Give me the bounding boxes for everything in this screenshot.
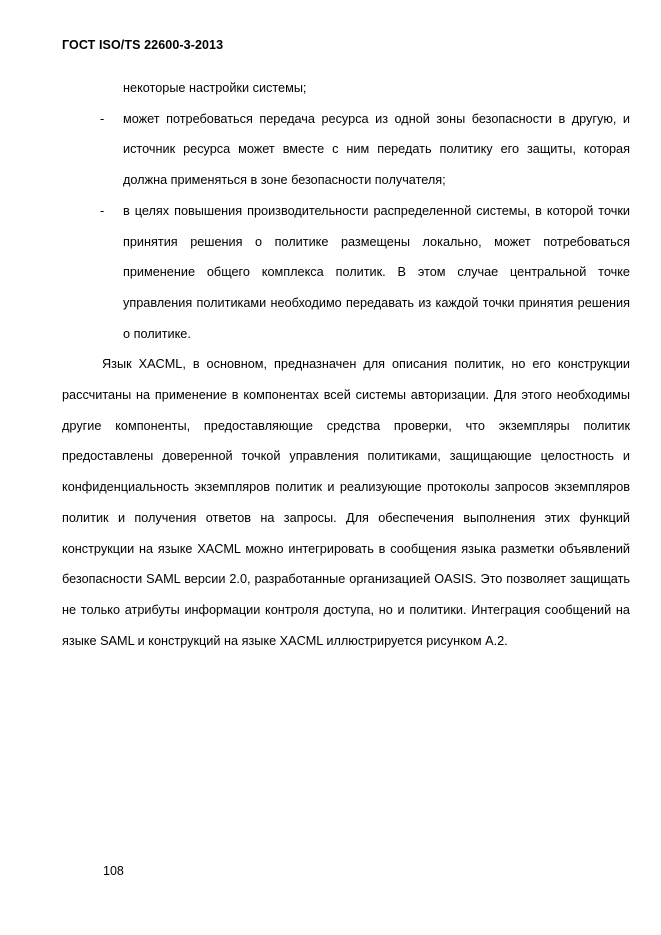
page-number: 108: [103, 864, 124, 878]
list-item: [100, 196, 630, 350]
bullet-list: [62, 73, 630, 349]
document-header: ГОСТ ISO/TS 22600-3-2013: [62, 38, 224, 52]
page-body: [62, 73, 630, 656]
list-item-continuation: [123, 73, 630, 104]
dash-marker: -: [100, 203, 105, 218]
body-paragraph: Язык XACML, в основном, предназначен для описания политик, но его конструкции рассчитаны на применение в компонентах всей системы авторизации. Для этого необходимы другие компоненты, предоставляющие средства проверки, что экземпляры политик предоставлены доверенной точкой управления политиками, защищающие целостность и конфиденциальность экземпляров политик и реализующие протоколы запросов экземпляров политик и получения ответов на запросы. Для обеспечения выполнения этих функций конструкции на языке XACML можно интегрировать в сообщения языка разметки объявлений безопасности SAML версии 2.0, разработанные организацией OASIS. Это позволяет защищать не только атрибуты информации контроля доступа, но и политики. Интеграция сообщений на языке SAML и конструкций на языке XACML иллюстрируется рисунком А.2.: [62, 357, 630, 648]
list-item: [100, 104, 630, 196]
list-item-text: в целях повышения производительности распределенной системы, в которой точки принятия решения о политике размещены локально, может потребоваться применение общего комплекса политик. В этом случае центральной точке управления политиками необходимо передавать из каждой точки принятия решения о политике.: [123, 203, 630, 341]
list-item-text: может потребоваться передача ресурса из одной зоны безопасности в другую, и источник ресурса может вместе с ним передать политику его защиты, которая должна применяться в зоне безопасности получателя;: [123, 111, 630, 188]
dash-marker: -: [100, 111, 105, 126]
list-item-text: некоторые настройки системы;: [123, 81, 307, 95]
